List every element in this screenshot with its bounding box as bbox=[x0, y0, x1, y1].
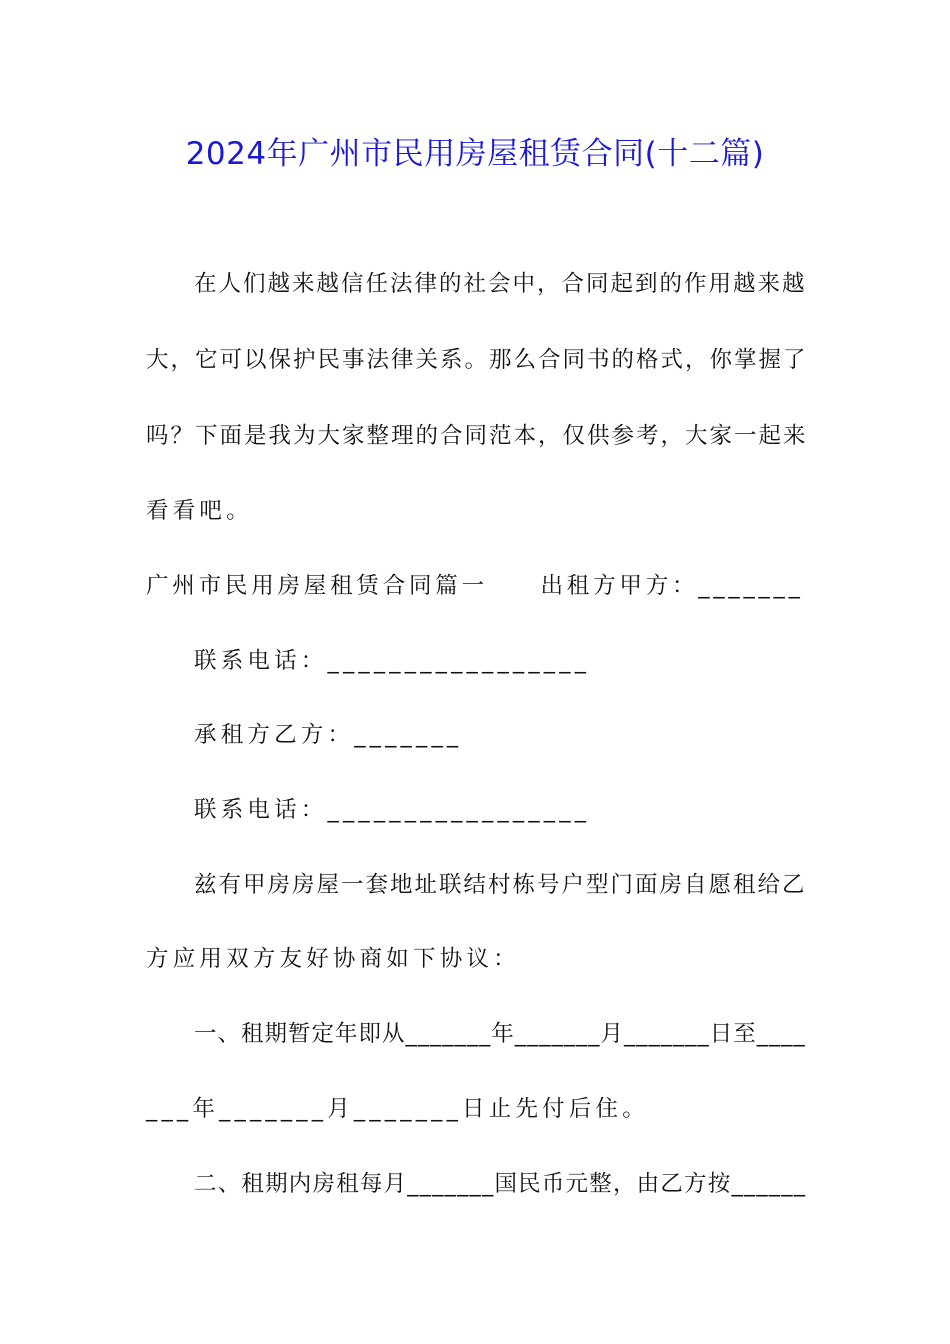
paragraph-line: 看看吧。 bbox=[146, 498, 253, 524]
form-field-line: 联系电话：_________________ bbox=[194, 797, 591, 823]
paragraph-line: 吗？下面是我为大家整理的合同范本，仅供参考，大家一起来 bbox=[146, 423, 808, 449]
section-heading-line: 广州市民用房屋租赁合同篇一 出租方甲方：_______ bbox=[146, 573, 804, 599]
paragraph-line: 大，它可以保护民事法律关系。那么合同书的格式，你掌握了 bbox=[146, 347, 808, 373]
document-title: 2024年广州市民用房屋租赁合同(十二篇) bbox=[185, 136, 765, 172]
paragraph-line: 在人们越来越信任法律的社会中，合同起到的作用越来越 bbox=[194, 271, 807, 297]
form-field-line: 承租方乙方：_______ bbox=[194, 722, 463, 748]
paragraph-line: 兹有甲房房屋一套地址联结村栋号户型门面房自愿租给乙 bbox=[194, 872, 807, 898]
paragraph-line: 方应用双方友好协商如下协议： bbox=[146, 946, 520, 972]
clause-line: 二、租期内房租每月_______国民币元整，由乙方按______ bbox=[194, 1171, 807, 1197]
clause-line: ___年_______月_______日止先付后住。 bbox=[146, 1096, 649, 1122]
clause-line: 一、租期暂定年即从_______年_______月_______日至____ bbox=[194, 1021, 806, 1047]
form-field-line: 联系电话：_________________ bbox=[194, 648, 591, 674]
